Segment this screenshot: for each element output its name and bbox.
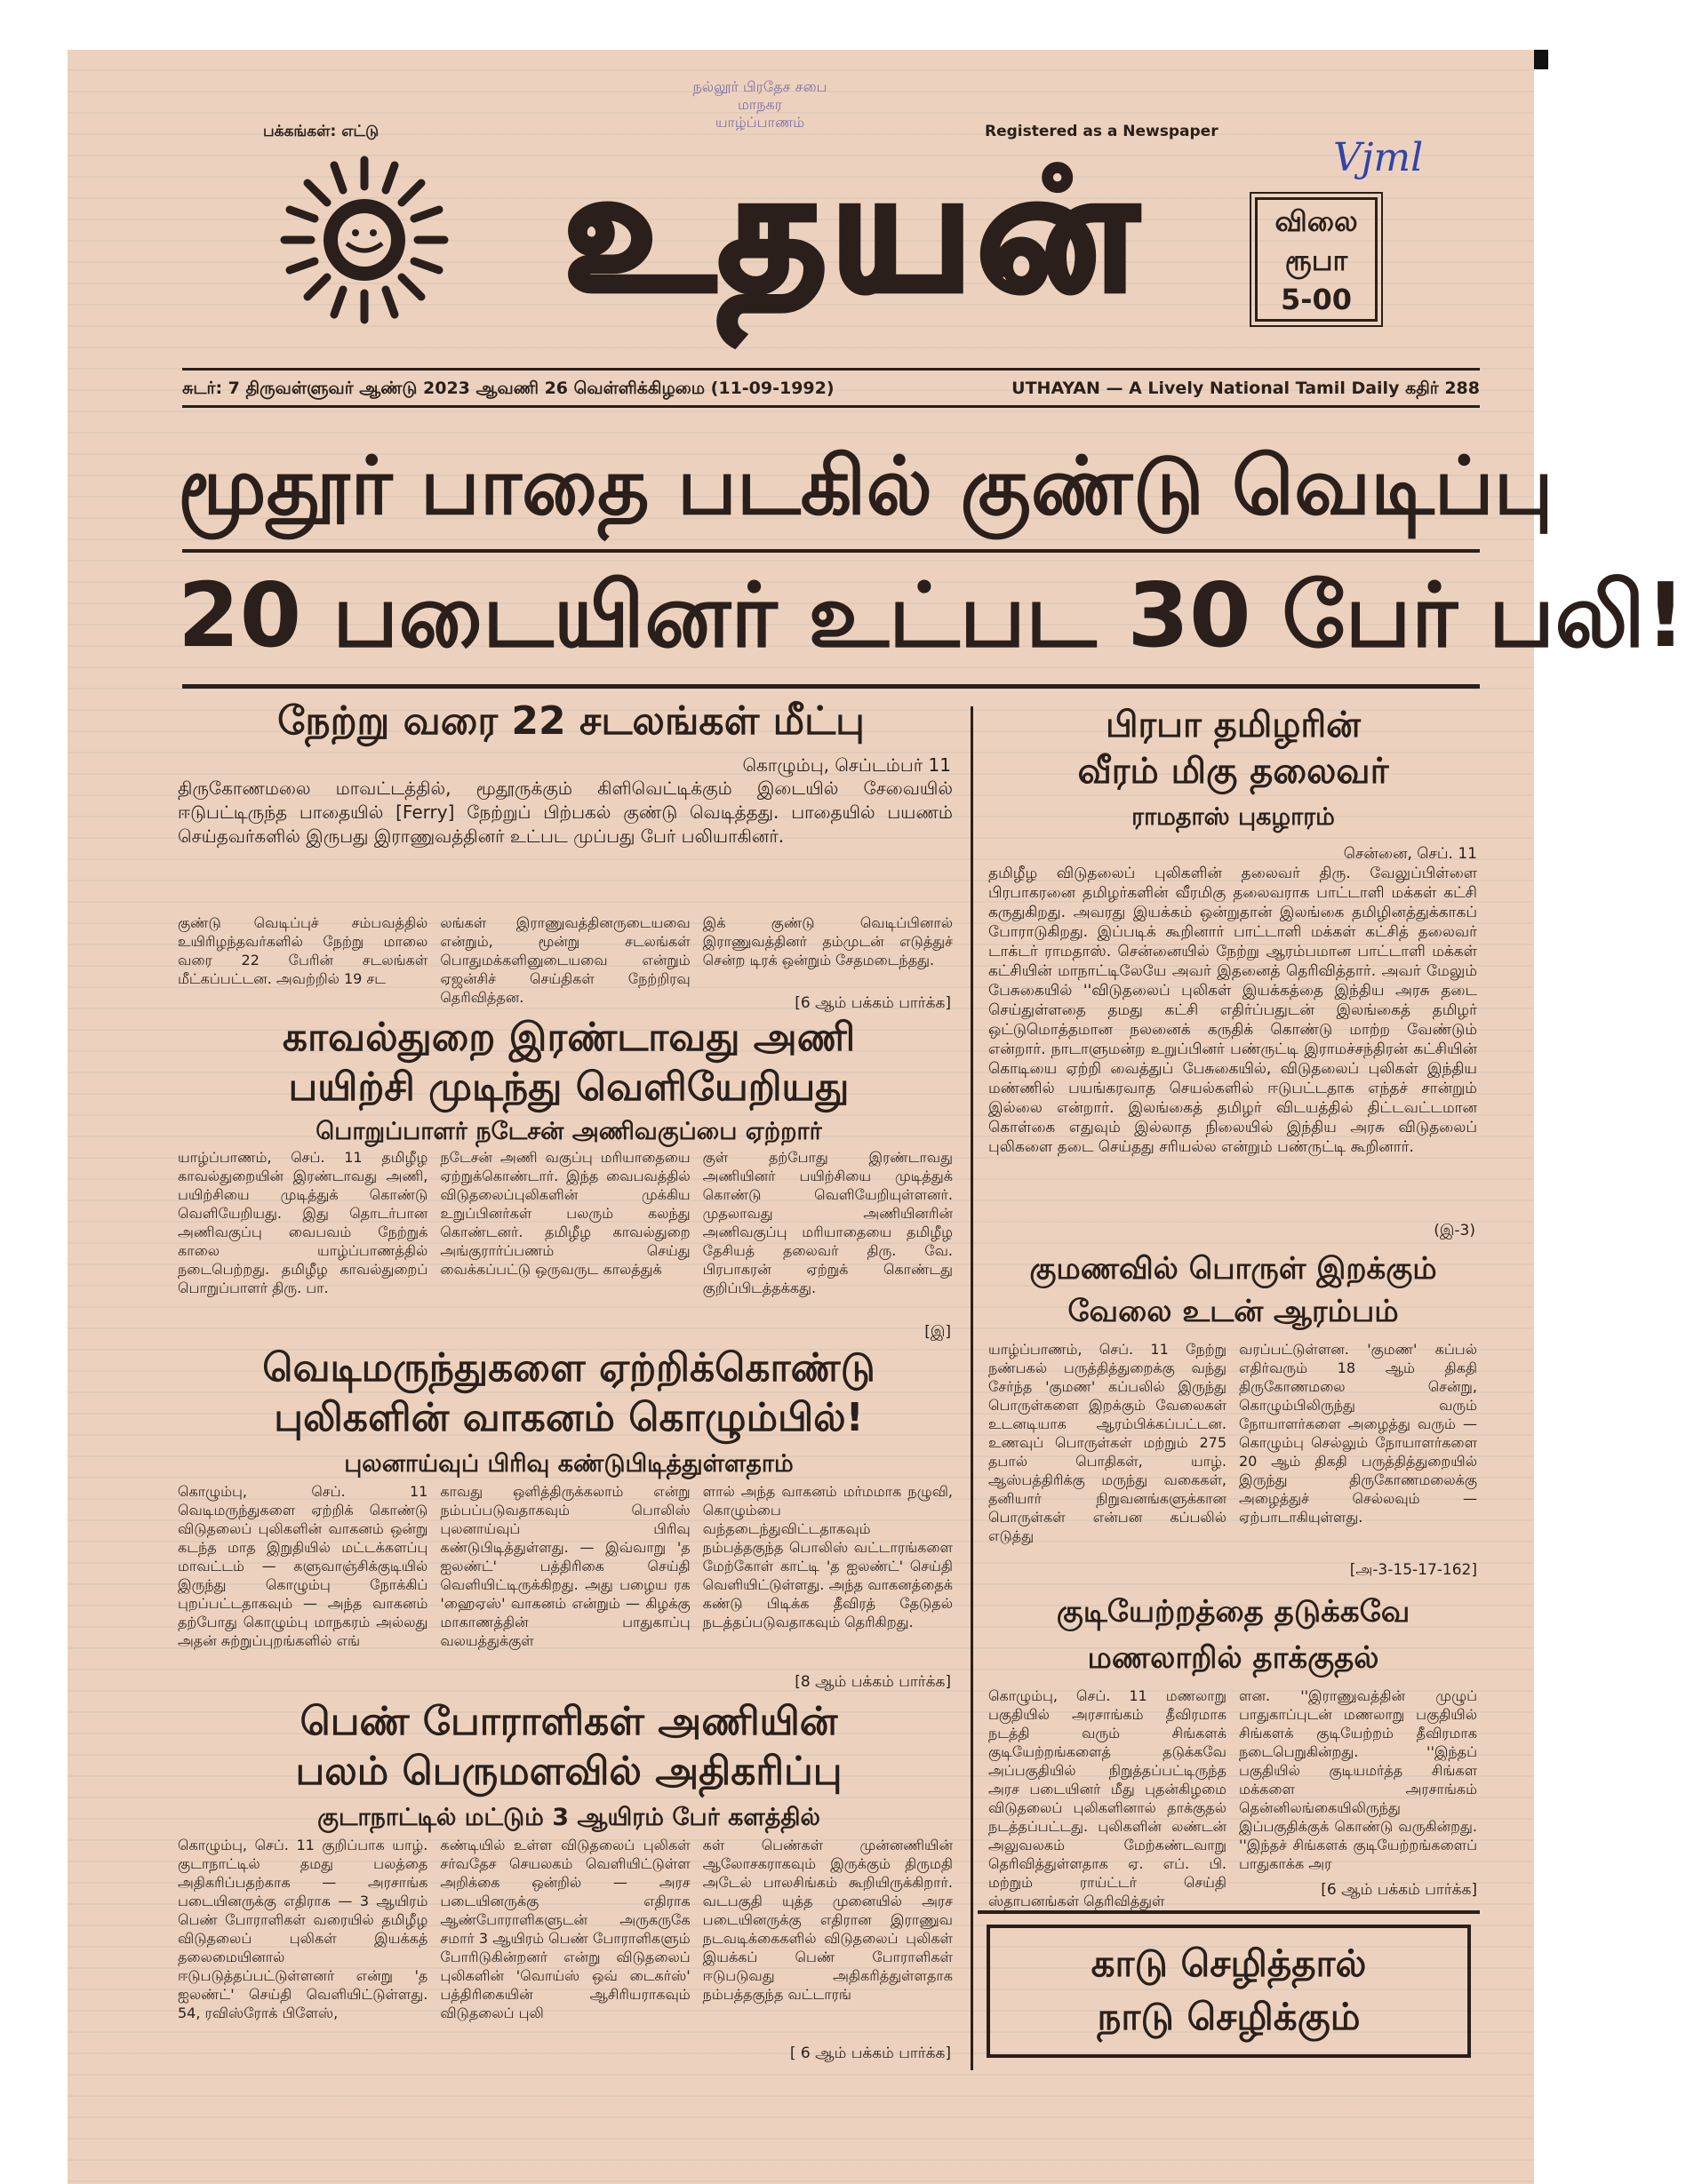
right1-subhead: ராமதாஸ் புகழாரம் xyxy=(1131,803,1335,831)
story2-title-2: பயிற்சி முடிந்து வெளியேறியது xyxy=(288,1064,850,1110)
price-label: விலை xyxy=(1274,204,1358,238)
story1-continued: [6 ஆம் பக்கம் பார்க்க] xyxy=(795,994,951,1012)
story4-title-1: பெண் போராளிகள் அணியின் xyxy=(300,1699,838,1744)
story4-col-1: கொழும்பு, செப். 11 குறிப்பாக யாழ். குடாநாட்டில் தமது பலத்தை அதிகரிப்பதற்காக — அரசாங்க படையினருக்கு எதிராக — 3 ஆயிரம் பெண் போராளிகள் வரையில் தமிழீழ விடுதலைப் புலிகள் இயக்கத் தலைமையினால் ஈடுபடுத்தப்பட்டுள்ளனர் என்று 'த ஐலண்ட்' செய்தி வெளியிட்டுள்ளது. 54, ரவிஸ்ரோக் பிளேஸ், xyxy=(178,1837,428,2021)
story4-col-2: கண்டியில் உள்ள விடுதலைப் புலிகள் சர்வதேச செயலகம் வெளியிட்டுள்ள அறிக்கை ஒன்றில் — அரச படையினருக்கு எதிராக ஆண்போராளிகளுடன் அருகருகே சமார் 3 ஆயிரம் பெண் போராளிகளும் போரிடுகின்றனர் என்று விடுதலைப் புலிகளின் 'வொய்ஸ் ஒவ் டைகர்ஸ்' பத்திரிகையின் ஆசிரியராகவும் விடுதலைப் புலி xyxy=(440,1837,691,2021)
story4-continued: [ 6 ஆம் பக்கம் பார்க்க] xyxy=(789,2045,951,2062)
story1-col-1: குண்டு வெடிப்புச் சம்பவத்தில் உயிரிழந்தவர்களில் நேற்று மாலை வரை 22 பேரின் சடலங்கள் மீட்கப்பட்டன. அவற்றில் 19 சட xyxy=(178,914,428,987)
slogan-line-1: காடு செழித்தால் xyxy=(1091,1941,1367,1985)
story1-intro: திருகோணமலை மாவட்டத்தில், மூதூருக்கும் கிளிவெட்டிக்கும் இடையில் சேவையில் ஈடுபட்டிருந்த பாதையில் [Ferry] நேற்றுப் பிற்பகல் குண்டு வெடித்தது. பாதையில் பயணம் செய்தவர்களில் இருபது இராணுவத்தினர் உட்பட முப்பது பேர் பலியாகினர். xyxy=(178,777,953,847)
dateline xyxy=(182,379,1480,401)
right3-title-1: குடியேற்றத்தை தடுக்கவே xyxy=(1056,1594,1410,1630)
right3-continued: [6 ஆம் பக்கம் பார்க்க] xyxy=(1321,1881,1477,1899)
story2-subhead: பொறுப்பாளர் நடேசன் அணிவகுப்பை ஏற்றார் xyxy=(316,1118,822,1145)
story4-columns xyxy=(178,1836,953,2042)
column-divider xyxy=(971,706,973,2070)
right2-col-2: வரப்பட்டுள்ளன. 'குமண' கப்பல் எதிர்வரும் 18 ஆம் திகதி திருகோணமலை சென்று, கொழும்பிலிருந்து வரும் நோயாளர்களை அழைத்து வரும் — கொழும்பு செல்லும் நோயாளர்களை 20 ஆம் திகதி பருத்தித்துறையில் இருந்து திருகோணமலைக்கு அழைத்துச் செல்லவும் — ஏற்பாடாகியுள்ளது. xyxy=(1239,1341,1477,1526)
story3-title-1: வெடிமருந்துகளை ஏற்றிக்கொண்டு xyxy=(262,1345,875,1391)
story2-title-1: காவல்துறை இரண்டாவது அணி xyxy=(282,1015,856,1060)
lead-headline-2: 20 படையினர் உட்பட 30 பேர் பலி! xyxy=(178,563,1686,667)
library-stamp xyxy=(644,78,875,132)
masthead-title: உதயன் xyxy=(563,135,1143,327)
dateline-tamil: சுடர்: 7 திருவள்ளுவர் ஆண்டு 2023 ஆவணி 26 வெள்ளிக்கிழமை (11-09-1992) xyxy=(182,379,835,398)
story2-col-3: குள் தற்போது இரண்டாவது அணியினர் பயிற்சியை முடித்துக் கொண்டு வெளியேறியுள்ளனர். முதலாவது அணியினரின் அணிவகுப்பு மரியாதையை தமிழீழ தேசியத் தலைவர் திரு. வே. பிரபாகரன் ஏற்றுக் கொண்டது குறிப்பிடத்தக்கது. xyxy=(702,1149,953,1296)
story3-col-1: கொழும்பு, செப். 11 வெடிமருந்துகளை ஏற்றிக் கொண்டு விடுதலைப் புலிகளின் வாகனம் ஒன்று கடந்த மாத இறுதியில் மட்டக்களப்பு மாவட்டம் — களுவாஞ்சிக்குடியில் இருந்து கொழும்பு நோக்கிப் புறப்பட்டதாகவும் — அந்த வாகனம் தற்போது கொழும்பு மாநகரம் அல்லது அதன் சுற்றுப்புறங்களில் எங் xyxy=(178,1483,428,1649)
story3-columns xyxy=(178,1482,953,1670)
headline-rule xyxy=(182,684,1480,689)
story4-subhead: குடாநாட்டில் மட்டும் 3 ஆயிரம் பேர் களத்தில் xyxy=(317,1804,820,1831)
right3-col-2: ளன. ''இராணுவத்தின் முழுப் பாதுகாப்புடன் மணலாறு பகுதியில் சிங்களக் குடியேற்றம் தீவிரமாக நடைபெறுகின்றது. ''இந்தப் பகுதியில் குடியமர்த்த சிங்கள மக்களை அரசாங்கம் தென்னிலங்கையிலிருந்து இப்பகுதிக்குக் கொண்டு வருகின்றது. ''இந்தச் சிங்களக் குடியேற்றங்களைப் பாதுகாக்க அர xyxy=(1239,1687,1477,1872)
story3-continued: [8 ஆம் பக்கம் பார்க்க] xyxy=(795,1673,951,1691)
story1-title: நேற்று வரை 22 சடலங்கள் மீட்பு xyxy=(277,698,865,744)
headline-rule xyxy=(182,549,1480,553)
story1-col-3: இக் குண்டு வெடிப்பினால் இராணுவத்தினர் தம்முடன் எடுத்துச் சென்ற டிரக் ஒன்றும் சேதமடைந்தது. xyxy=(702,914,953,968)
story1-col-2: லங்கள் இராணுவத்தினருடையவை என்றும், மூன்று சடலங்கள் பொதுமக்களினுடையவை என்றும் ஏஜன்சிச் செய்திகள் நேற்றிரவு தெரிவித்தன. xyxy=(440,914,691,1006)
right1-dateline: சென்னை, செப். 11 xyxy=(1343,845,1477,863)
right2-tag: [அ-3-15-17-162] xyxy=(1349,1561,1477,1579)
rising-sun-logo-icon xyxy=(276,151,453,329)
story4-title-2: பலம் பெருமளவில் அதிகரிப்பு xyxy=(295,1749,843,1794)
header-rule xyxy=(182,405,1480,408)
story3-col-3: ளால் அந்த வாகனம் மர்மமாக நழுவி, கொழும்பை வந்தடைந்துவிட்டதாகவும் நம்பத்தகுந்த பொலிஸ் வட்டாரங்களை மேற்கோள் காட்டி 'த ஐலண்ட்' செய்தி வெளியிட்டுள்ளது. அந்த வாகனத்தைக் கண்டு பிடிக்க தீவிரத் தேடுதல் நடத்தப்படுவதாகவும் தெரிகிறது. xyxy=(702,1483,953,1630)
slogan-rule xyxy=(978,1910,1480,1914)
right1-body: தமிழீழ விடுதலைப் புலிகளின் தலைவர் திரு. வேலுப்பிள்ளை பிரபாகரனை தமிழர்களின் வீரமிகு தலைவராக பாட்டாளி மக்கள் கட்சி கருதுகிறது. அவரது இயக்கம் ஒன்றுதான் இலங்கை தமிழினத்துக்காகப் போராடுகிறது. இப்படிக் கூறினார் பாட்டாளி மக்கள் கட்சித் தலைவர் டாக்டர் ராமதாஸ். சென்னையில் நேற்று ஆரம்பமான பாட்டாளி மக்கள் கட்சியின் மாநாட்டிலேயே அவர் இதனைத் தெரிவித்தார். அவர் மேலும் பேசுகையில் ''விடுதலைப் புலிகள் இயக்கத்தை இந்திய அரசு தடை செய்துள்ளதை தமது கட்சி எதிர்ப்பதுடன் இலங்கைத் தமிழர் ஒட்டுமொத்தமான நலனைக் கருதிக் கொண்டு மாற்ற வேண்டும் என்றார். நாடாளுமன்ற உறுப்பினர் பண்ருட்டி இராமச்சந்திரன் கட்சியின் கொடியை ஏற்றி வைத்துப் பேசுகையில், விடுதலைப் புலிகள் இந்திய மண்ணில் பயங்கரவாத செயல்களில் ஈடுபட்டதாக எந்தச் சான்றும் இல்லை என்றார். இலங்கைத் தமிழர் விடயத்தில் திட்டவட்டமான கொள்கை எதுவும் இல்லாத நிலையில் இந்திய அரசு விடுதலைப் புலிகளை தடை செய்தது சரியல்ல என்றும் பண்ருட்டி கூறினார். xyxy=(988,865,1477,1156)
right2-col-1: யாழ்ப்பாணம், செப். 11 நேற்று நண்பகல் பருத்தித்துறைக்கு வந்து சேர்ந்த 'குமண' கப்பலில் இருந்து பொருள்களை இறக்கும் வேலைகள் உடனடியாக ஆரம்பிக்கப்பட்டன. உணவுப் பொருள்கள் மற்றும் 275 தபால் பொதிகள், யாழ். ஆஸ்பத்திரிக்கு மருந்து வகைகள், தனியார் நிறுவனங்களுக்கான பொருள்கள் என்பன கப்பலில் எடுத்து xyxy=(988,1341,1227,1544)
right2-title-1: குமணவில் பொருள் இறக்கும் xyxy=(1029,1251,1437,1287)
registered-note: Registered as a Newspaper xyxy=(985,123,1219,140)
story1-dateline: கொழும்பு, செப்டம்பர் 11 xyxy=(742,754,951,776)
slogan-line-2: நாடு செழிக்கும் xyxy=(1097,1995,1361,2038)
stamp-line: மாநகர xyxy=(738,96,782,113)
header-rule xyxy=(182,368,1480,371)
lead-headline-1: மூதூர் பாதை படகில் குண்டு வெடிப்பு xyxy=(178,440,1554,533)
price-value: 5-00 xyxy=(1280,283,1353,316)
story3-subhead: புலனாய்வுப் பிரிவு கண்டுபிடித்துள்ளதாம் xyxy=(344,1450,794,1478)
dateline-english: UTHAYAN — A Lively National Tamil Daily கதிர் 288 xyxy=(1011,379,1480,398)
story2-col-1: யாழ்ப்பாணம், செப். 11 தமிழீழ காவல்துறையின் இரண்டாவது அணி, பயிற்சியை முடித்துக் கொண்டு வெளியேறியது. இது தொடர்பான அணிவகுப்பு வைபவம் நேற்றுக் காலை யாழ்ப்பாணத்தில் நடைபெற்றது. தமிழீழ காவல்துறைப் பொறுப்பாளர் திரு. பா. xyxy=(178,1149,428,1296)
handwritten-signature: Vjml xyxy=(1333,135,1424,180)
right3-title-2: மணலாறில் தாக்குதல் xyxy=(1087,1640,1379,1676)
price-currency: ரூபா xyxy=(1284,243,1348,277)
price-box xyxy=(1255,197,1378,322)
right2-columns xyxy=(988,1340,1477,1557)
story4-col-3: கள் பெண்கள் முன்னணியின் ஆலோசகராகவும் இருக்கும் திருமதி அடேல் பாலசிங்கம் கூறியிருக்கிறார். வடபகுதி யுத்த முனையில் அரச படையினருக்கு எதிரான இராணுவ நடவடிக்கைகளில் விடுதலைப் புலிகள் இயக்கப் பெண் போராளிகள் ஈடுபடுவது அதிகரித்துள்ளதாக நம்பத்தகுந்த வட்டாரங் xyxy=(702,1837,953,2003)
story2-columns xyxy=(178,1148,953,1333)
page-count-label: பக்கங்கள்: எட்டு xyxy=(263,123,380,140)
right1-tag: (இ-3) xyxy=(1434,1222,1475,1239)
right1-title-1: பிரபா தமிழரின் xyxy=(1106,705,1361,745)
slogan-box xyxy=(987,1925,1471,2058)
stamp-line: யாழ்ப்பாணம் xyxy=(715,114,805,131)
story2-tag: [இ] xyxy=(924,1323,951,1341)
story3-title-2: புலிகளின் வாகனம் கொழும்பில்! xyxy=(274,1395,864,1440)
stamp-line: நல்லூர் பிரதேச சபை xyxy=(692,78,827,95)
story3-col-2: காவது ஒளித்திருக்கலாம் என்று நம்பப்படுவதாகவும் பொலிஸ் புலனாய்வுப் பிரிவு கண்டுபிடித்துள்ளது. — இவ்வாறு 'த ஐலண்ட்' பத்திரிகை செய்தி வெளியிட்டிருக்கிறது. அது பழைய ரக 'ஹைஏஸ்' வாகனம் என்றும் — கிழக்கு மாகாணத்தின் பாதுகாப்பு வலயத்துக்குள் xyxy=(440,1483,691,1649)
right1-title-2: வீரம் மிகு தலைவர் xyxy=(1077,751,1389,792)
right2-title-2: வேலை உடன் ஆரம்பம் xyxy=(1067,1294,1399,1329)
story2-col-2: நடேசன் அணி வகுப்பு மரியாதையை ஏற்றுக்கொண்டார். இந்த வைபவத்தில் விடுதலைப்புலிகளின் முக்கிய உறுப்பினர்கள் பலரும் கலந்து கொண்டனர். தமிழீழ காவல்துறை அங்குரார்ப்பணம் செய்து வைக்கப்பட்டு ஒருவருட காலத்துக் xyxy=(440,1149,691,1278)
right3-col-1: கொழும்பு, செப். 11 மணலாறு பகுதியில் அரசாங்கம் தீவிரமாக நடத்தி வரும் சிங்களக் குடியேற்றங்களைத் தடுக்கவே அப்பகுதியில் நிறுத்தப்பட்டிருந்த அரச படையினர் மீது புதன்கிழமை விடுதலைப் புலிகளினால் தாக்குதல் நடத்தப்பட்டது. புலிகளின் லண்டன் அலுவலகம் மேற்கண்டவாறு தெரிவித்துள்ளதாக ஏ. எப். பி. மற்றும் ராய்ட்டர் செய்தி ஸ்தாபனங்கள் தெரிவித்துள் xyxy=(988,1687,1227,1909)
